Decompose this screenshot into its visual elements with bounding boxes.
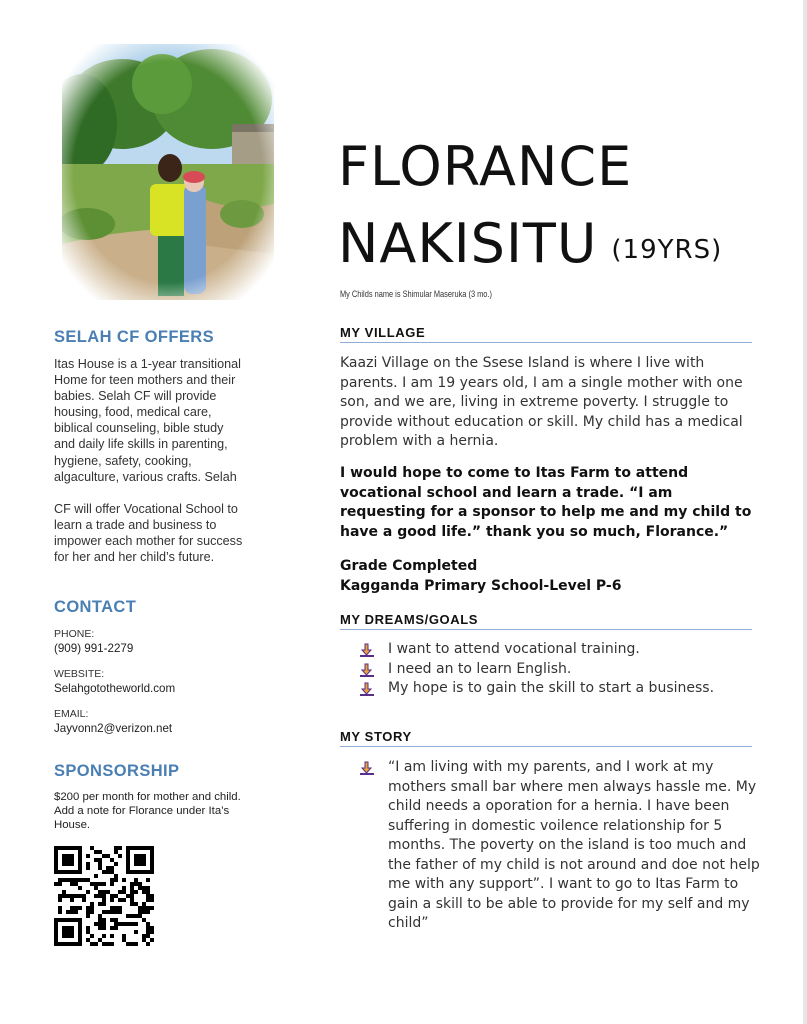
grade-label: Grade Completed [340, 558, 478, 574]
arrow-bullet-icon [360, 761, 374, 775]
dream-item-text: I need an to learn English. [388, 660, 572, 677]
offers-paragraph-2: CF will offer Vocational School to learn a trade and business to impower each mother for success for her and her child’s future. [54, 501, 243, 565]
offers-body [54, 356, 276, 565]
profile-photo [62, 44, 274, 300]
offers-heading: SELAH CF OFFERS [54, 328, 215, 346]
offers-paragraph-1: Itas House is a 1-year transitional Home for teen mothers and their babies. Selah CF will provide housing, food, medical care, biblical counseling, bible study and daily life skills in parenting, hygiene, safety, cooking, algaculture, various crafts. Selah [54, 357, 241, 484]
qr-code[interactable] [54, 846, 154, 946]
dream-item-text: I want to attend vocational training. [388, 641, 640, 657]
sponsorship-text: $200 per month for mother and child. Add a note for Florance under Ita’s House. [54, 791, 241, 832]
phone-value[interactable]: (909) 991-2279 [54, 642, 134, 655]
dream-item [360, 640, 760, 660]
story-heading: MY STORY [340, 729, 752, 747]
sponsorship-body [54, 790, 276, 833]
arrow-bullet-icon [360, 663, 374, 677]
story-list [360, 758, 760, 934]
contact-section [54, 598, 276, 617]
story-item [360, 758, 760, 934]
dreams-heading: MY DREAMS/GOALS [340, 612, 752, 630]
website-label: WEBSITE: [54, 668, 105, 680]
dreams-list [360, 640, 760, 699]
sponsorship-heading: SPONSORSHIP [54, 762, 180, 780]
child-name-note: My Childs name is Shimular Maseruka (3 mo.) [340, 289, 492, 300]
email-label: EMAIL: [54, 708, 89, 720]
dream-item [360, 679, 760, 699]
phone-label: PHONE: [54, 628, 95, 640]
village-text: Kaazi Village on the Ssese Island is where I live with parents. I am 19 years old, I am a single mother with one son, and we are, living in extreme poverty. I struggle to provide without education or skill. My child has a medical problem with a hernia. [340, 355, 743, 449]
contact-details [54, 628, 276, 748]
dream-item [360, 660, 760, 680]
arrow-bullet-icon [360, 643, 374, 657]
dream-item-text: My hope is to gain the skill to start a business. [388, 680, 715, 696]
name-last-text: NAKISITU [338, 212, 598, 275]
name-first: FLORANCE [338, 135, 633, 198]
story-text: “I am living with my parents, and I work at my mothers small bar where men always hassle me. My child needs a oporation for a hernia. I have been suffering in domestic voilence relationship for 5 months. The poverty on the island is too much and the father of my child is not around and doe not help me with any support”. I want to go to Itas Farm to gain a skill to be able to provide for my self and my child” [388, 759, 760, 931]
website-link[interactable]: Selahgototheworld.com [54, 682, 176, 695]
sponsorship-section [54, 762, 276, 781]
grade-value: Kagganda Primary School-Level P-6 [340, 578, 622, 594]
offers-section [54, 328, 276, 347]
email-link[interactable]: Jayvonn2@verizon.net [54, 722, 173, 735]
age-label: (19YRS) [611, 235, 723, 265]
hope-statement: I would hope to come to Itas Farm to attend vocational school and learn a trade. “I am requesting for a sponsor to help me and my child to have a good life.” thank you so much, Florance.” [340, 465, 752, 540]
name-last [338, 212, 723, 275]
arrow-bullet-icon [360, 682, 374, 696]
village-heading: MY VILLAGE [340, 325, 752, 343]
page-edge [803, 0, 807, 1024]
contact-heading: CONTACT [54, 598, 137, 616]
